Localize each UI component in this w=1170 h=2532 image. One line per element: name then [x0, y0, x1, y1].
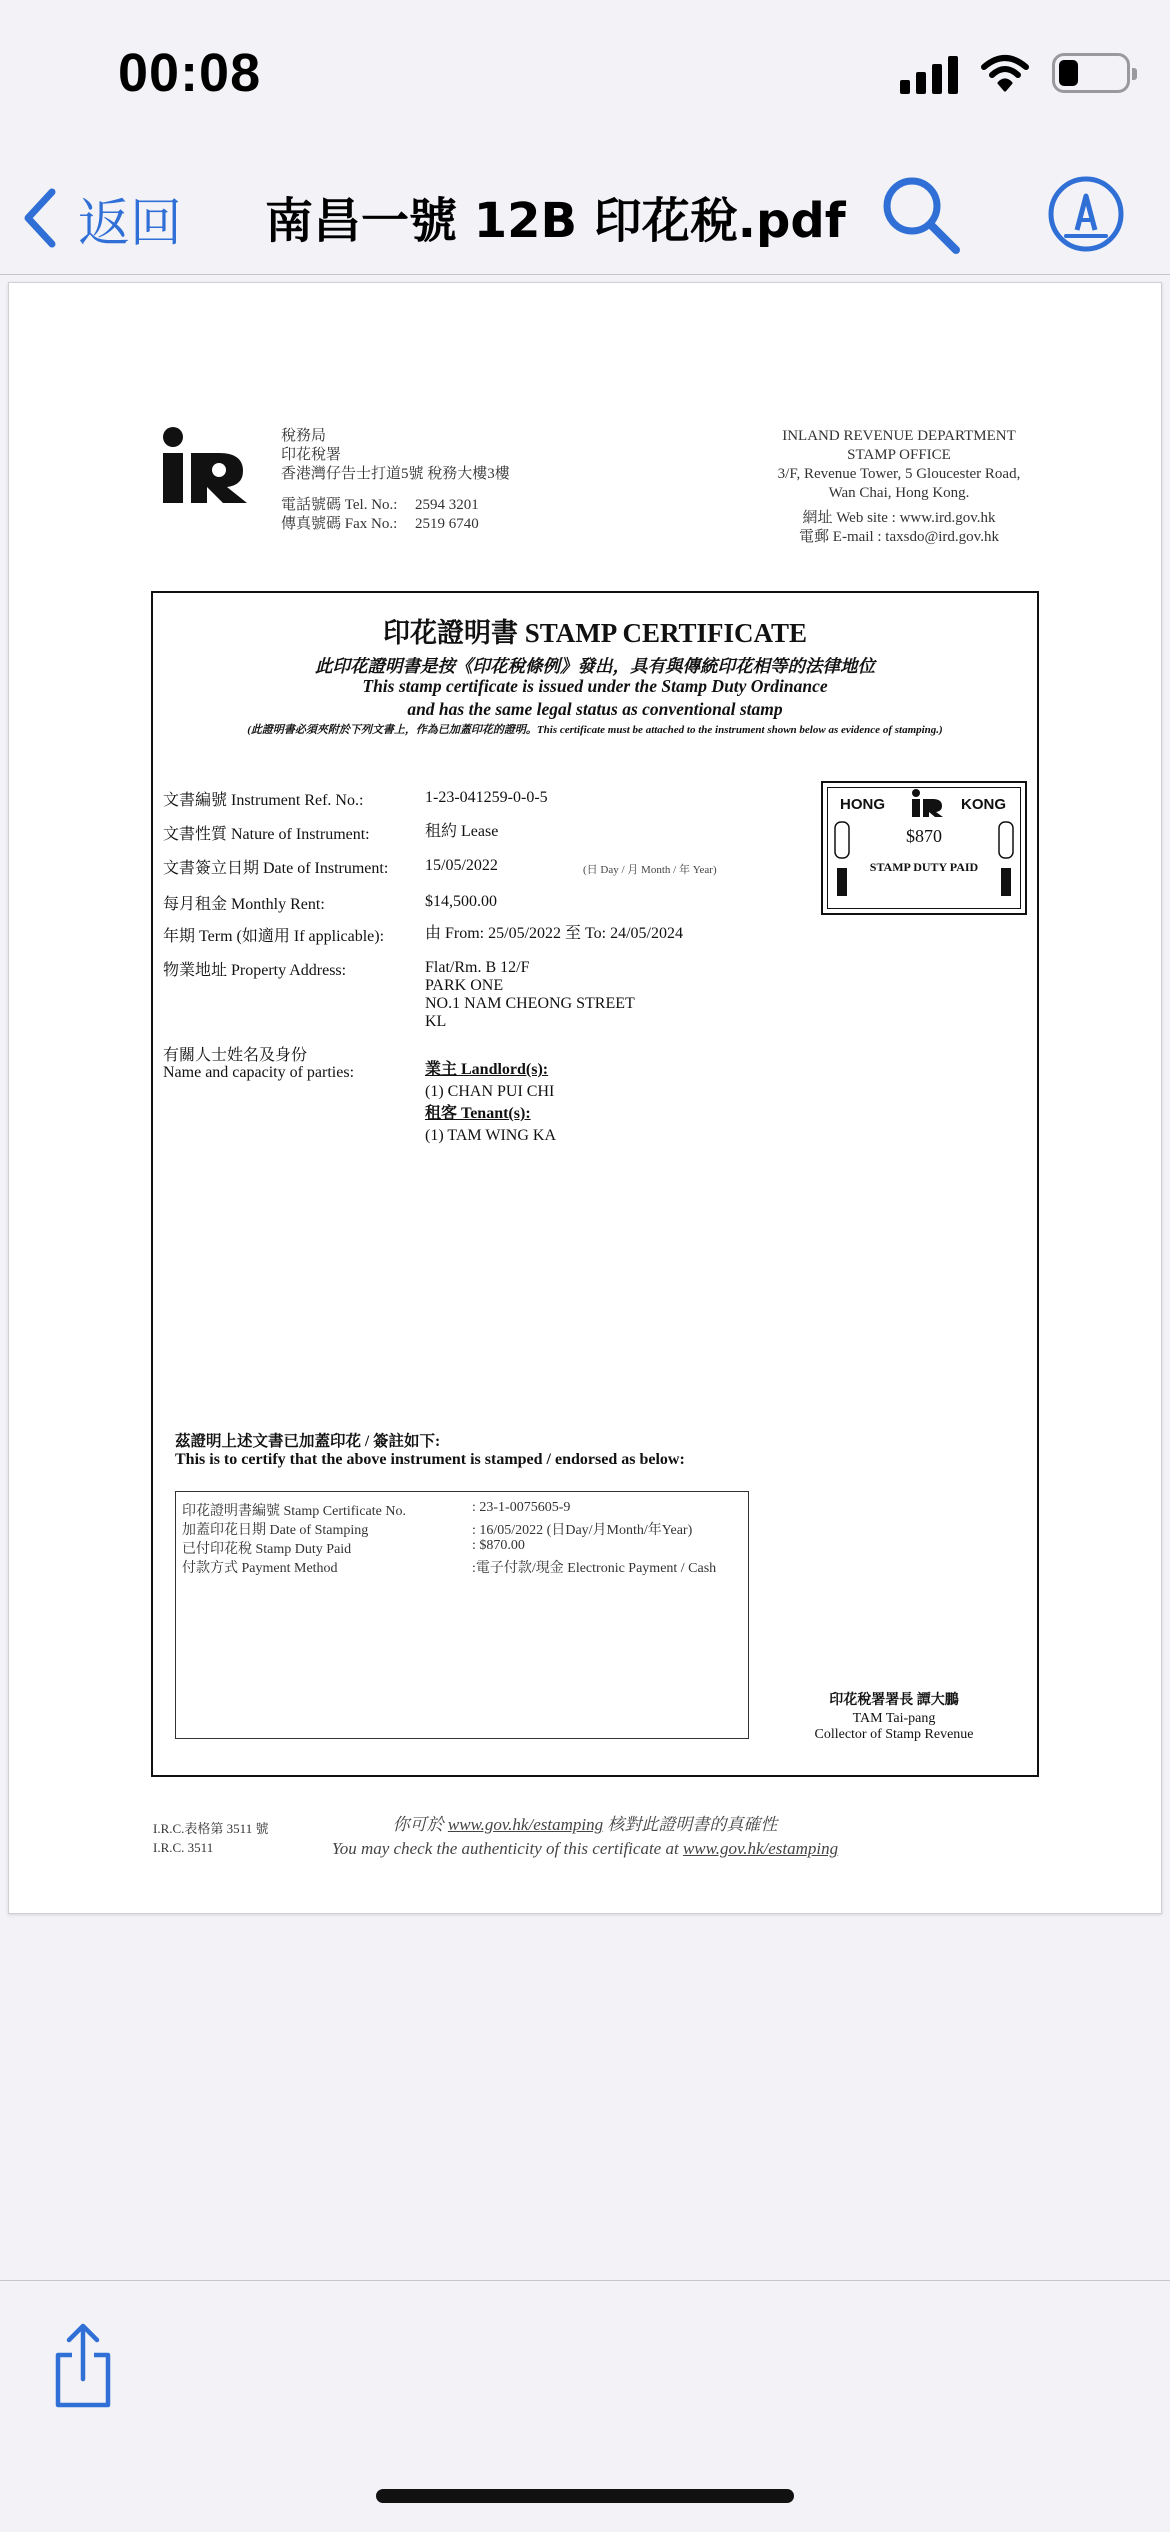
address-line: PARK ONE	[425, 977, 504, 994]
website: 網址 Web site : www.ird.gov.hk	[802, 510, 996, 526]
collector-title: Collector of Stamp Revenue	[814, 1727, 974, 1742]
stamp-side-ornament	[998, 820, 1014, 900]
nature-value: 租約 Lease	[425, 823, 499, 840]
certificate-title: 印花證明書 STAMP CERTIFICATE	[382, 618, 808, 648]
ref-value: 1-23-041259-0-0-5	[425, 789, 548, 806]
payment-method-value: :電子付款/現金 Electronic Payment / Cash	[472, 1561, 717, 1576]
cert-no-label: 印花證明書編號 Stamp Certificate No.	[182, 1504, 406, 1519]
collector-zh: 印花稅署署長 譚大鵬	[829, 1693, 959, 1708]
stamp-paid-text: STAMP DUTY PAID	[869, 860, 979, 874]
share-icon[interactable]	[52, 2321, 114, 2411]
landlord-name: (1) CHAN PUI CHI	[425, 1083, 555, 1100]
home-indicator[interactable]	[376, 2489, 794, 2503]
department-address-en	[739, 427, 1059, 547]
pdf-page[interactable]	[8, 282, 1162, 1914]
address-line: Flat/Rm. B 12/F	[425, 959, 530, 976]
ref-label: 文書編號 Instrument Ref. No.:	[163, 792, 364, 809]
stamping-date-label: 加蓋印花日期 Date of Stamping	[182, 1523, 369, 1538]
parties-label	[163, 1047, 354, 1081]
tenant-heading: 租客 Tenant(s):	[425, 1105, 531, 1122]
property-address	[425, 959, 635, 1031]
duty-paid-label: 已付印花稅 Stamp Duty Paid	[182, 1542, 352, 1557]
address-line: NO.1 NAM CHEONG STREET	[425, 995, 635, 1012]
rent-label: 每月租金 Monthly Rent:	[163, 896, 325, 913]
term-label: 年期 Term (如適用 If applicable):	[163, 928, 385, 945]
ird-mini-logo	[910, 788, 944, 818]
office-name-en: STAMP OFFICE	[847, 447, 951, 463]
nature-label: 文書性質 Nature of Instrument:	[163, 826, 370, 843]
date-value: 15/05/2022	[425, 857, 498, 874]
search-icon[interactable]	[878, 172, 964, 258]
stamp-amount: $870	[906, 826, 942, 846]
fax-label: 傳真號碼 Fax No.:	[281, 516, 398, 532]
verification-en: You may check the authenticity of this certificate at www.gov.hk/estamping	[331, 1839, 839, 1858]
subtitle-en-1: This stamp certificate is issued under the Stamp Duty Ordinance	[362, 676, 828, 696]
subtitle-en-2: and has the same legal status as conventional stamp	[407, 699, 783, 719]
attach-note: (此證明書必須夾附於下列文書上，作為已加蓋印花的證明。This certificate must be attached to the instrument shown below as evidence of stamping.)	[247, 724, 943, 736]
collector-signature	[789, 1693, 999, 1743]
stamping-details	[175, 1491, 749, 1739]
estamping-link[interactable]: www.gov.hk/estamping	[447, 1815, 604, 1834]
form-number-en: I.R.C. 3511	[153, 1840, 214, 1855]
stamp-certificate	[151, 591, 1039, 1777]
collector-name: TAM Tai-pang	[852, 1711, 936, 1726]
address-line-1: 3/F, Revenue Tower, 5 Gloucester Road,	[777, 466, 1021, 482]
dept-name-en: INLAND REVENUE DEPARTMENT	[782, 428, 1016, 444]
payment-method-label: 付款方式 Payment Method	[182, 1561, 338, 1576]
certify-statement-zh: 茲證明上述文書已加蓋印花 / 簽註如下:	[175, 1433, 441, 1450]
ird-logo	[157, 423, 249, 505]
cert-no-value: : 23-1-0075605-9	[472, 1500, 571, 1515]
landlord-heading: 業主 Landlord(s):	[425, 1061, 549, 1078]
term-value: 由 From: 25/05/2022 至 To: 24/05/2024	[425, 925, 684, 942]
status-time: 00:08	[118, 43, 262, 103]
status-icons	[900, 52, 1130, 94]
tel-value: 2594 3201	[415, 497, 479, 513]
cellular-signal-icon	[900, 52, 958, 94]
parties-label-zh: 有關人士姓名及身份	[163, 1047, 308, 1064]
verification-note	[9, 1813, 1161, 1861]
parties-label-en: Name and capacity of parties:	[163, 1064, 355, 1081]
parties-list	[425, 1059, 556, 1147]
stamp-kong: KONG	[961, 796, 1006, 813]
subtitle-zh: 此印花證明書是按《印花稅條例》發出，具有與傳統印花相等的法律地位	[315, 656, 875, 676]
battery-fill	[1059, 60, 1078, 86]
verification-zh: 你可於 www.gov.hk/estamping 核對此證明書的真確性	[392, 1815, 778, 1834]
estamping-link[interactable]: www.gov.hk/estamping	[682, 1839, 839, 1858]
stamping-date-value: : 16/05/2022 (日Day/月Month/年Year)	[472, 1523, 693, 1538]
address-line: KL	[425, 1013, 447, 1030]
document-title: 南昌一號 12B 印花稅.pdf	[265, 193, 846, 249]
form-number-zh: I.R.C.表格第 3511 號	[153, 1821, 269, 1836]
department-address-zh	[281, 427, 510, 534]
chevron-left-icon	[22, 188, 58, 248]
address-label: 物業地址 Property Address:	[163, 962, 347, 979]
certify-statement-en: This is to certify that the above instrument is stamped / endorsed as below:	[175, 1451, 685, 1468]
address-line-2: Wan Chai, Hong Kong.	[828, 485, 970, 501]
address-zh: 香港灣仔告士打道5號 稅務大樓3樓	[281, 466, 510, 482]
dept-name-zh: 稅務局	[281, 428, 327, 444]
rent-value: $14,500.00	[425, 893, 497, 910]
email: 電郵 E-mail : taxsdo@ird.gov.hk	[799, 529, 999, 545]
stamp-duty-paid-stamp	[821, 781, 1027, 915]
back-label: 返回	[78, 193, 183, 254]
wifi-icon	[980, 53, 1030, 93]
stamp-hong: HONG	[840, 796, 885, 813]
battery-icon	[1052, 53, 1130, 93]
duty-paid-value: : $870.00	[472, 1538, 525, 1553]
tel-label: 電話號碼 Tel. No.:	[281, 497, 398, 513]
markup-pen-icon[interactable]	[1046, 174, 1126, 254]
navigation-bar	[0, 160, 1170, 275]
date-label: 文書簽立日期 Date of Instrument:	[163, 860, 389, 877]
date-format-hint: (日 Day / 月 Month / 年 Year)	[583, 864, 717, 876]
tenant-name: (1) TAM WING KA	[425, 1127, 556, 1144]
fax-value: 2519 6740	[415, 516, 479, 532]
office-name-zh: 印花稅署	[281, 447, 342, 463]
back-button[interactable]	[22, 168, 182, 268]
